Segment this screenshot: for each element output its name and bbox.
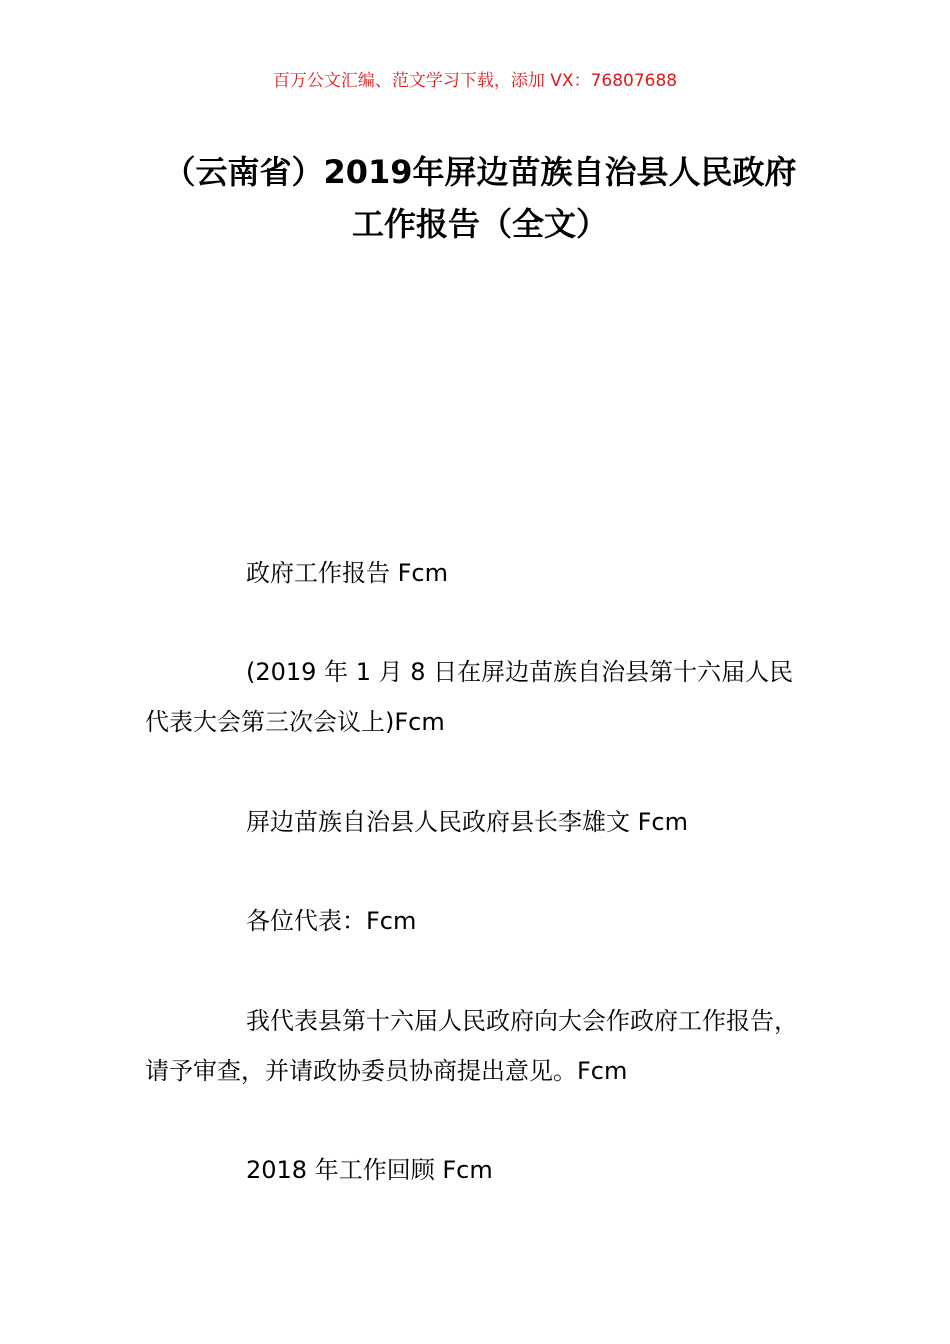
intro-paragraph: 我代表县第十六届人民政府向大会作政府工作报告，请予审查，并请政协委员协商提出意见。Fcm <box>145 1007 798 1085</box>
meeting-note: (2019 年 1 月 8 日在屏边苗族自治县第十六届人民代表大会第三次会议上)Fcm <box>145 658 794 736</box>
salutation: 各位代表：Fcm <box>246 907 417 935</box>
header-watermark-text: 百万公文汇编、范文学习下载，添加 VX：76807688 <box>272 71 678 91</box>
document-title: （云南省）2019年屏边苗族自治县人民政府工作报告（全文） <box>163 153 797 243</box>
report-heading: 政府工作报告 Fcm <box>246 559 449 587</box>
author-line: 屏边苗族自治县人民政府县长李雄文 Fcm <box>246 808 689 836</box>
section-heading: 2018 年工作回顾 Fcm <box>246 1156 493 1184</box>
